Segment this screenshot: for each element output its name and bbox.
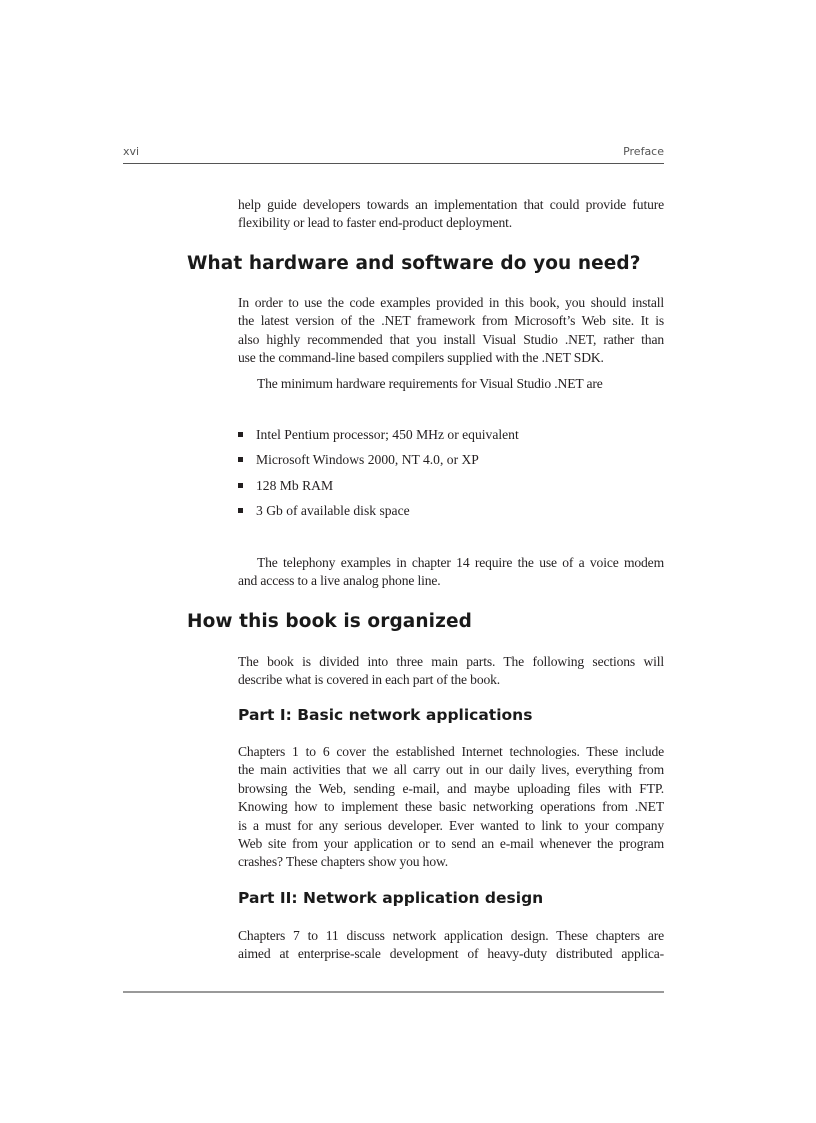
text-line: Chapters 1 to 6 cover the established Internet technologies. These include [238, 744, 664, 759]
text-line: browsing the Web, sending e-mail, and maybe uploading files with FTP. [238, 780, 664, 796]
text-line: describe what is covered in each part of the book. [238, 672, 501, 688]
text-line: also highly recommended that you install Visual Studio .NET, rather than [238, 331, 664, 347]
text-line: use the command-line based compilers supplied with the .NET SDK. [238, 350, 604, 366]
paragraph [238, 927, 664, 964]
text-line: is a must for any serious developer. Ever wanted to link to your company [238, 817, 664, 833]
text-line: the main activities that we all carry out in our daily lives, everything from [238, 762, 664, 778]
subsection-heading: Part I: Basic network applications [238, 706, 533, 724]
paragraph [238, 554, 664, 591]
text-line: Chapters 7 to 11 discuss network application design. These chapters are [238, 928, 664, 943]
list-item [238, 427, 519, 443]
paragraph [238, 294, 664, 368]
text-line: the latest version of the .NET framework from Microsoft’s Web site. It is [238, 313, 664, 329]
bullet-icon [238, 432, 243, 437]
text-line: Web site from your application or to send an e-mail whenever the program [238, 835, 664, 851]
list-item [238, 478, 333, 494]
subsection-heading: Part II: Network application design [238, 889, 544, 907]
text-line: The telephony examples in chapter 14 require the use of a voice modem [257, 555, 664, 570]
text-line: and access to a live analog phone line. [238, 573, 441, 589]
paragraph [238, 375, 664, 393]
bullet-icon [238, 508, 243, 513]
text-line: crashes? These chapters show you how. [238, 854, 448, 870]
bullet-icon [238, 483, 243, 488]
text-line: Knowing how to implement these basic networking operations from .NET [238, 799, 664, 815]
text-line: The minimum hardware requirements for Visual Studio .NET are [257, 376, 603, 391]
list-item-text: Microsoft Windows 2000, NT 4.0, or XP [256, 452, 479, 467]
text-line: flexibility or lead to faster end-product deployment. [238, 215, 513, 231]
list-item-text: 128 Mb RAM [256, 478, 334, 493]
text-line: help guide developers towards an implementation that could provide future [238, 197, 664, 212]
section-heading: What hardware and software do you need? [187, 253, 641, 274]
page-number: xvi [123, 145, 140, 158]
paragraph [238, 743, 664, 872]
paragraph [238, 653, 664, 690]
list-item-text: Intel Pentium processor; 450 MHz or equivalent [256, 427, 519, 442]
list-item [238, 503, 410, 519]
text-line: aimed at enterprise-scale development of heavy-duty distributed applica- [238, 946, 664, 962]
header-rule [123, 163, 664, 164]
list-item [238, 452, 479, 468]
section-heading: How this book is organized [187, 611, 472, 632]
text-line: The book is divided into three main parts. The following sections will [238, 654, 664, 669]
bullet-icon [238, 457, 243, 462]
paragraph [238, 196, 664, 233]
footer-rule [123, 991, 664, 993]
text-line: In order to use the code examples provided in this book, you should install [238, 295, 664, 310]
list-item-text: 3 Gb of available disk space [256, 503, 410, 518]
running-header: Preface [623, 145, 664, 158]
